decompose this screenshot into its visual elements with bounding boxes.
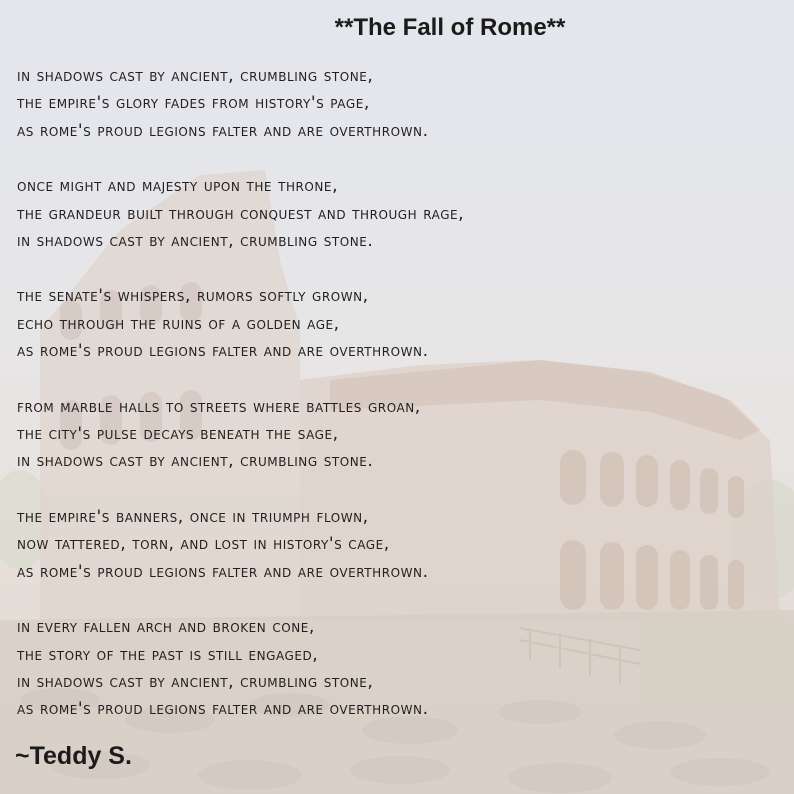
- poem-line: the empire's glory fades from history's page,: [17, 93, 370, 114]
- poem-line: as rome's proud legions falter and are overthrown.: [17, 699, 429, 720]
- stanza: [17, 283, 787, 365]
- poem-line: in shadows cast by ancient, crumbling stone,: [17, 671, 374, 692]
- poem-line: echo through the ruins of a golden age,: [17, 313, 340, 334]
- stanza: [17, 504, 787, 586]
- stanza: [17, 394, 787, 476]
- poem-line: the senate's whispers, rumors softly grown,: [17, 286, 369, 307]
- stanza: [17, 173, 787, 255]
- poem-line: the empire's banners, once in triumph flown,: [17, 506, 369, 527]
- poem-title: **The Fall of Rome**: [334, 14, 566, 41]
- poem-line: in shadows cast by ancient, crumbling stone.: [17, 231, 374, 252]
- poem-line: as rome's proud legions falter and are overthrown.: [17, 120, 429, 141]
- poem-line: the grandeur built through conquest and through rage,: [17, 203, 465, 224]
- poem-line: in every fallen arch and broken cone,: [17, 617, 315, 638]
- poem-line: as rome's proud legions falter and are overthrown.: [17, 341, 429, 362]
- stanza: [17, 63, 787, 145]
- poem-line: the city's pulse decays beneath the sage,: [17, 424, 339, 445]
- author-signature: ~Teddy S.: [15, 742, 132, 770]
- poem-line: as rome's proud legions falter and are overthrown.: [17, 561, 429, 582]
- poem-line: the story of the past is still engaged,: [17, 644, 319, 665]
- poem-line: now tattered, torn, and lost in history's cage,: [17, 534, 390, 555]
- stanza: [17, 614, 787, 724]
- poem-line: in shadows cast by ancient, crumbling stone.: [17, 451, 374, 472]
- poem-line: once might and majesty upon the throne,: [17, 176, 339, 197]
- poem-line: in shadows cast by ancient, crumbling stone,: [17, 66, 374, 86]
- poem-body: [17, 63, 787, 752]
- poem-line: from marble halls to streets where battles groan,: [17, 396, 421, 417]
